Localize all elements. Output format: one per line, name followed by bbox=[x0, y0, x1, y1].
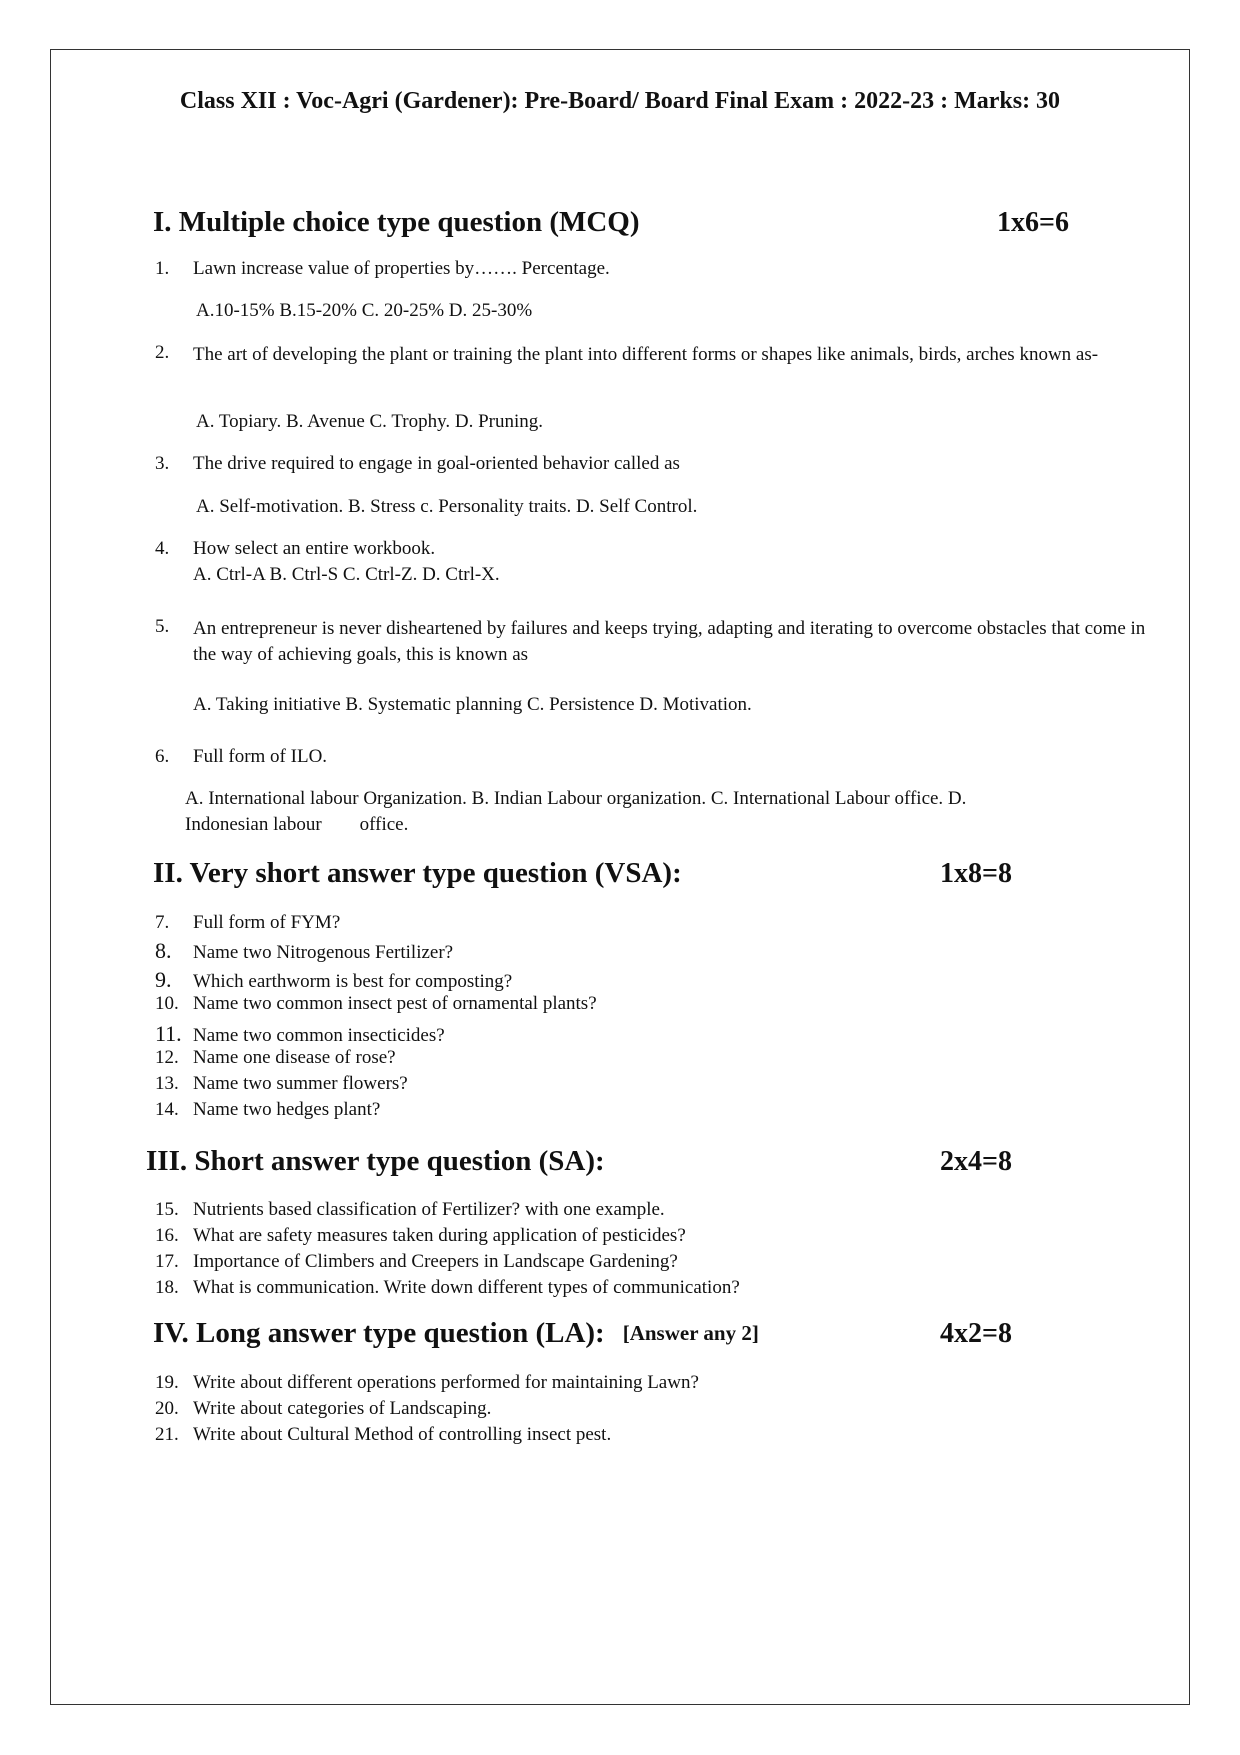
question-6-options-line1: A. International labour Organization. B. Indian Labour organization. C. International Labour office. D. bbox=[185, 788, 967, 809]
section-la-heading: IV. Long answer type question (LA): [Answer any 2] bbox=[153, 1317, 759, 1349]
section-sa-heading: III. Short answer type question (SA): bbox=[146, 1145, 605, 1177]
question-5-options: A. Taking initiative B. Systematic planning C. Persistence D. Motivation. bbox=[193, 694, 752, 715]
section-vsa-heading: II. Very short answer type question (VSA): bbox=[153, 857, 682, 889]
section-vsa-marks: 1x8=8 bbox=[940, 858, 1012, 889]
question-5: An entrepreneur is never disheartened by failures and keeps trying, adapting and iterating to overcome obstacles that come in the way of achieving goals, this is known as bbox=[193, 618, 1146, 665]
section-la-note: [Answer any 2] bbox=[622, 1321, 759, 1345]
section-la-marks: 4x2=8 bbox=[940, 1318, 1012, 1349]
question-6: 6. Full form of ILO. bbox=[155, 746, 328, 767]
question-15: 15. Nutrients based classification of Fertilizer? with one example. bbox=[155, 1199, 665, 1220]
question-11: 11. Name two common insecticides? bbox=[155, 1021, 445, 1046]
question-1: 1. Lawn increase value of properties by……. Percentage. bbox=[155, 258, 610, 279]
question-2-options: A. Topiary. B. Avenue C. Trophy. D. Pruning. bbox=[196, 411, 544, 432]
question-7: 7. Full form of FYM? bbox=[155, 912, 341, 933]
question-5-number: 5. bbox=[155, 616, 170, 637]
question-10: 10. Name two common insect pest of ornamental plants? bbox=[155, 993, 597, 1014]
question-9: 9. Which earthworm is best for composting? bbox=[155, 967, 513, 992]
question-3-options: A. Self-motivation. B. Stress c. Personality traits. D. Self Control. bbox=[196, 496, 698, 517]
question-18: 18. What is communication. Write down different types of communication? bbox=[155, 1277, 740, 1298]
question-4: 4. How select an entire workbook. bbox=[155, 538, 436, 559]
question-19: 19. Write about different operations performed for maintaining Lawn? bbox=[155, 1372, 699, 1393]
question-13: 13. Name two summer flowers? bbox=[155, 1073, 408, 1094]
question-16: 16. What are safety measures taken during application of pesticides? bbox=[155, 1225, 686, 1246]
question-21: 21. Write about Cultural Method of controlling insect pest. bbox=[155, 1424, 612, 1445]
section-mcq-heading: I. Multiple choice type question (MCQ) bbox=[153, 206, 640, 238]
question-20: 20. Write about categories of Landscaping. bbox=[155, 1398, 492, 1419]
section-mcq-marks: 1x6=6 bbox=[997, 207, 1069, 238]
question-2: The art of developing the plant or training the plant into different forms or shapes like animals, birds, arches known as- bbox=[193, 344, 1099, 365]
question-4-options: A. Ctrl-A B. Ctrl-S C. Ctrl-Z. D. Ctrl-X. bbox=[193, 564, 500, 585]
question-17: 17. Importance of Climbers and Creepers in Landscape Gardening? bbox=[155, 1251, 678, 1272]
question-12: 12. Name one disease of rose? bbox=[155, 1047, 396, 1068]
question-14: 14. Name two hedges plant? bbox=[155, 1099, 381, 1120]
question-6-options-line2: Indonesian labour office. bbox=[185, 814, 409, 835]
question-3: 3. The drive required to engage in goal-oriented behavior called as bbox=[155, 453, 680, 474]
question-8: 8. Name two Nitrogenous Fertilizer? bbox=[155, 938, 454, 963]
question-1-options: A.10-15% B.15-20% C. 20-25% D. 25-30% bbox=[196, 300, 533, 321]
exam-title: Class XII : Voc-Agri (Gardener): Pre-Board/ Board Final Exam : 2022-23 : Marks: 30 bbox=[179, 88, 1061, 114]
section-sa-marks: 2x4=8 bbox=[940, 1146, 1012, 1177]
question-2-number: 2. bbox=[155, 342, 170, 363]
